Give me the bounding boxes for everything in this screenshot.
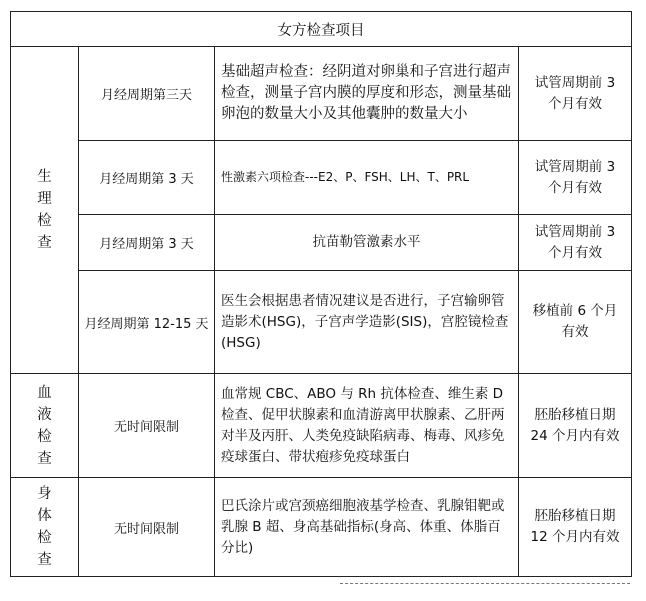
validity-cell: 试管周期前 3 个月有效 [519, 215, 632, 271]
validity-cell: 胚胎移植日期 12 个月内有效 [519, 478, 632, 577]
table-row [11, 478, 632, 577]
period-cell: 无时间限制 [79, 374, 215, 478]
table-row [11, 271, 632, 374]
validity-cell: 移植前 6 个月有效 [519, 271, 632, 374]
female-exam-table [10, 11, 632, 577]
content-cell: 医生会根据患者情况建议是否进行，子宫输卵管造影术(HSG)，子宫声学造影(SIS)，宫腔镜检查(HSG) [215, 271, 519, 374]
content-cell: 血常规 CBC、ABO 与 Rh 抗体检查、维生素 D 检查、促甲状腺素和血清游离甲状腺素、乙肝两对半及丙肝、人类免疫缺陷病毒、梅毒、风疹免疫球蛋白、带状疱疹免疫球蛋白 [215, 374, 519, 478]
period-cell: 无时间限制 [79, 478, 215, 577]
validity-cell: 试管周期前 3 个月有效 [519, 47, 632, 141]
table-row [11, 374, 632, 478]
category-physiological: 生 理 检 查 [11, 47, 79, 374]
table-row [11, 215, 632, 271]
period-cell: 月经周期第 3 天 [79, 141, 215, 215]
content-cell: 巴氏涂片或宫颈癌细胞液基学检查、乳腺钼靶或乳腺 B 超、身高基础指标(身高、体重、体脂百分比) [215, 478, 519, 577]
content-cell: 基础超声检查：经阴道对卵巢和子宫进行超声检查，测量子宫内膜的厚度和形态，测量基础卵泡的数量大小及其他囊肿的数量大小 [215, 47, 519, 141]
category-body: 身 体 检 查 [11, 478, 79, 577]
content-cell: 抗苗勒管激素水平 [215, 215, 519, 271]
period-cell: 月经周期第三天 [79, 47, 215, 141]
period-cell: 月经周期第 12-15 天 [79, 271, 215, 374]
validity-cell: 试管周期前 3 个月有效 [519, 141, 632, 215]
title-row [11, 12, 632, 47]
table-title: 女方检查项目 [11, 12, 632, 47]
validity-cell: 胚胎移植日期 24 个月内有效 [519, 374, 632, 478]
table-row [11, 47, 632, 141]
period-cell: 月经周期第 3 天 [79, 215, 215, 271]
category-blood: 血 液 检 查 [11, 374, 79, 478]
dashed-divider [340, 583, 630, 584]
table-row [11, 141, 632, 215]
content-cell: 性激素六项检查---E2、P、FSH、LH、T、PRL [215, 141, 519, 215]
